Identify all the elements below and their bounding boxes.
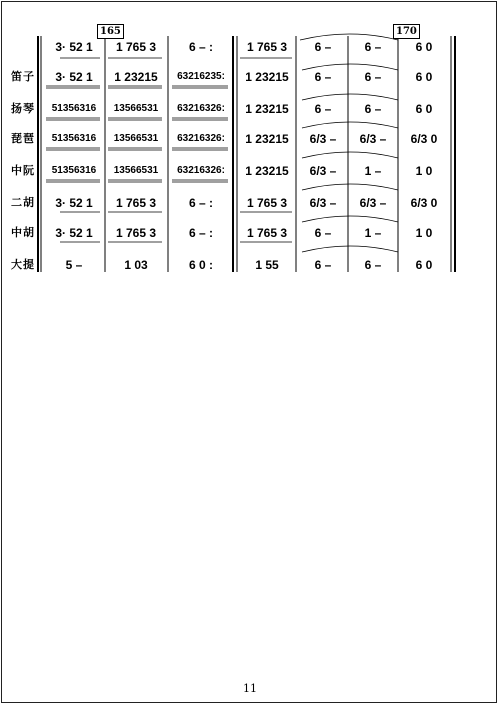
measure: 1 765 3 [246,196,288,210]
measure: 6/3 0 [410,132,438,146]
measure: 6/3 0 [410,196,438,210]
measure: 1 23215 [245,70,289,84]
measure: 63216326: [177,103,225,114]
page-number: 11 [243,682,257,695]
instrument-label: 二胡 [11,196,35,209]
measure: 1 – [364,226,382,240]
measure: 63216326: [177,133,225,144]
measure: 6 – [314,258,332,272]
measure: 13566531 [113,133,159,144]
measure: 3· 52 1 [55,40,93,54]
rehearsal-mark-165: 165 [97,24,124,39]
measure: 1 55 [255,258,279,272]
measure: 6/3 – [359,196,387,210]
measure: 1 03 [124,258,148,272]
measure: 1 – [364,164,382,178]
measure: 1 23215 [245,132,289,146]
measure: 51356316 [51,165,97,176]
measure: 5 – [65,258,83,272]
measure: 6/3 – [309,164,337,178]
measure: 6 – [314,102,332,116]
measure: 13566531 [113,103,159,114]
measure: 6 – [314,70,332,84]
measure: 1 0 [415,164,433,178]
measure: 6/3 – [309,132,337,146]
measure: 51356316 [51,103,97,114]
measure: 6 – [364,102,382,116]
instrument-label: 笛子 [11,70,35,83]
measure: 6 0 [415,70,433,84]
measure: 3· 52 1 [55,70,93,84]
measure: 6 – [314,226,332,240]
measure: 6 0 [415,258,433,272]
measure: 1 765 3 [115,226,157,240]
instrument-label: 中胡 [11,226,35,239]
measure: 6 – [364,70,382,84]
instrument-label: 扬琴 [11,102,35,115]
measure: 1 765 3 [115,196,157,210]
measure: 6 – : [188,40,213,54]
measure: 63216235: [177,71,225,82]
measure: 6/3 – [359,132,387,146]
measure: 1 23215 [114,70,158,84]
measure: 6 0 : [188,258,213,272]
measure: 3· 52 1 [55,196,93,210]
measure: 63216326: [177,165,225,176]
measure: 1 0 [415,226,433,240]
measure: 6 – [314,40,332,54]
measure: 6 – : [188,196,213,210]
measure: 6 – [364,40,382,54]
rehearsal-mark-170: 170 [393,24,420,39]
measure: 1 23215 [245,164,289,178]
measure: 6/3 – [309,196,337,210]
instrument-label: 大提 [11,258,35,271]
measure: 13566531 [113,165,159,176]
measure: 1 23215 [245,102,289,116]
measure: 1 765 3 [115,40,157,54]
measure: 1 765 3 [246,226,288,240]
instrument-label: 中阮 [11,164,35,177]
measure: 6 – [364,258,382,272]
measure: 6 0 [415,102,433,116]
measure: 51356316 [51,133,97,144]
measure: 6 – : [188,226,213,240]
measure: 3· 52 1 [55,226,93,240]
measure: 6 0 [415,40,433,54]
measure: 1 765 3 [246,40,288,54]
instrument-label: 琵琶 [11,132,35,145]
